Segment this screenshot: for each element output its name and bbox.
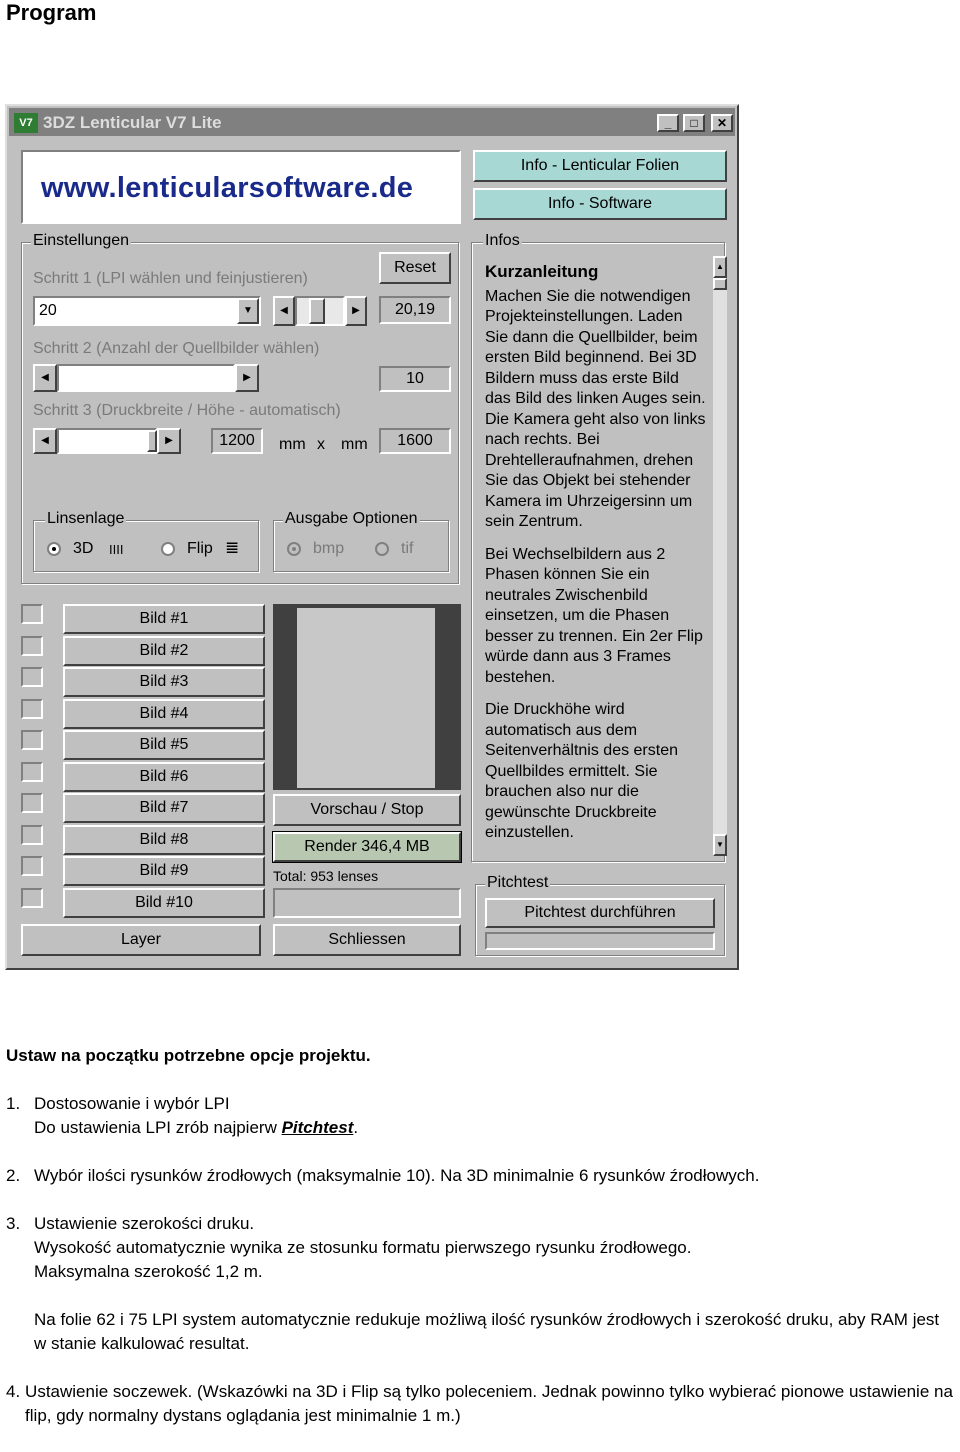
window-title: 3DZ Lenticular V7 Lite — [43, 113, 222, 132]
lens-legend: Linsenlage — [47, 510, 125, 527]
lpi-slider-thumb[interactable] — [309, 298, 325, 324]
item1-line2 — [34, 1116, 358, 1140]
output-tif-label[interactable]: tif — [401, 540, 414, 557]
bild-3-checkbox[interactable] — [21, 667, 43, 687]
pitchtest-progress-bar — [485, 932, 715, 950]
bild-3-button[interactable]: Bild #3 — [63, 667, 265, 697]
info-paragraph-1: Machen Sie die notwendigen Projekteinstellungen. Laden Sie dann die Quellbilder, beim ersten Bild beginnend. Bei 3D Bildern muss das erste Bild das Bild des linken Auges sein. Die Kamera geht also von links nach rechts. Bei Drehtelleraufnahmen, drehen Sie das Objekt bei stehender Kamera im Uhrzeigersinn um sein Zentrum. — [485, 287, 706, 530]
instruction-item-3 — [6, 1212, 956, 1284]
horizontal-lines-icon: ≣ — [225, 538, 240, 557]
maximize-button[interactable]: □ — [683, 114, 705, 132]
bild-4-checkbox[interactable] — [21, 699, 43, 719]
instruction-item-1 — [6, 1092, 956, 1140]
bild-7-button[interactable]: Bild #7 — [63, 793, 265, 823]
lpi-value: 20,19 — [379, 296, 451, 324]
bild-9-button[interactable]: Bild #9 — [63, 856, 265, 886]
width-slider-thumb[interactable] — [147, 430, 157, 452]
source-count-value: 10 — [379, 366, 451, 392]
title-bar[interactable] — [9, 108, 735, 136]
instruction-item-2 — [6, 1164, 956, 1188]
instruction-item-4 — [6, 1380, 956, 1428]
bild-6-checkbox[interactable] — [21, 762, 43, 782]
item2-text: Wybór ilości rysunków źrodłowych (maksymalnie 10). Na 3D minimalnie 6 rysunków źrodłowych. — [34, 1166, 760, 1185]
lpi-slider-track[interactable] — [295, 296, 345, 326]
count-slider-track[interactable] — [57, 364, 235, 392]
item-number: 1. — [6, 1094, 21, 1113]
info-text — [485, 262, 709, 856]
banner[interactable] — [21, 150, 461, 224]
unit-mm-width: mm — [279, 436, 306, 453]
page-title: Program — [6, 0, 97, 25]
info-scrollbar[interactable] — [713, 256, 727, 856]
lens-flip-radio[interactable] — [161, 542, 175, 556]
lens-3d-label[interactable]: 3D — [73, 540, 94, 557]
lpi-slider-left-arrow[interactable]: ◀ — [273, 296, 295, 326]
pitchtest-legend: Pitchtest — [487, 874, 549, 891]
bild-5-checkbox[interactable] — [21, 730, 43, 750]
bild-5-button[interactable]: Bild #5 — [63, 730, 265, 760]
step2-label: Schritt 2 (Anzahl der Quellbilder wählen) — [33, 340, 320, 357]
bild-10-button[interactable]: Bild #10 — [63, 888, 265, 918]
settings-legend: Einstellungen — [33, 232, 130, 249]
output-bmp-label[interactable]: bmp — [313, 540, 345, 557]
item-number: 3. — [6, 1214, 21, 1233]
pitchtest-link[interactable]: Pitchtest — [281, 1118, 354, 1137]
width-value: 1200 — [211, 428, 263, 454]
lpi-select-value: 20 — [39, 302, 57, 319]
item1-line2-suffix: . — [353, 1118, 359, 1137]
item3-line1: Ustawienie szerokości druku. — [34, 1214, 255, 1233]
step1-label: Schritt 1 (LPI wählen und feinjustieren) — [33, 270, 308, 287]
preview-stop-button[interactable]: Vorschau / Stop — [273, 794, 461, 826]
lpi-select[interactable] — [33, 296, 261, 326]
minimize-button[interactable]: _ — [657, 114, 679, 132]
preview-image — [297, 608, 435, 788]
bild-6-button[interactable]: Bild #6 — [63, 762, 265, 792]
info-lenticular-button[interactable]: Info - Lenticular Folien — [473, 150, 727, 182]
item3-line3: Maksymalna szerokość 1,2 m. — [34, 1262, 263, 1281]
width-slider-track[interactable] — [57, 428, 157, 454]
height-value: 1600 — [379, 428, 451, 454]
lpi-slider-right-arrow[interactable]: ▶ — [345, 296, 367, 326]
count-slider-left-arrow[interactable]: ◀ — [33, 364, 57, 392]
output-tif-radio[interactable] — [375, 542, 389, 556]
reset-button[interactable]: Reset — [379, 252, 451, 284]
item3-line2: Wysokość automatycznie wynika ze stosunku formatu pierwszego rysunku źrodłowego. — [34, 1238, 692, 1257]
count-slider-right-arrow[interactable]: ▶ — [235, 364, 259, 392]
bild-2-button[interactable]: Bild #2 — [63, 636, 265, 666]
info-paragraph-3: Die Druckhöhe wird automatisch aus dem Seitenverhältnis des ersten Quellbildes ermittelt. Sie brauchen also nur die gewünschte Druckbreite einzustellen. — [485, 701, 678, 841]
item1-line1: Dostosowanie i wybór LPI — [34, 1094, 230, 1113]
infos-legend: Infos — [485, 232, 520, 249]
item1-line2-prefix: Do ustawienia LPI zrób najpierw — [34, 1118, 282, 1137]
lens-flip-label[interactable]: Flip — [187, 540, 213, 557]
info-software-button[interactable]: Info - Software — [473, 188, 727, 220]
chevron-down-icon[interactable]: ▼ — [237, 298, 259, 324]
instructions — [6, 1044, 956, 1452]
render-progress-bar — [273, 888, 461, 918]
note-text: Na folie 62 i 75 LPI system automatycznie redukuje możliwą ilość rysunków źrodłowych i szerokość druku, aby RAM jest w stanie kalkulować resultat. — [34, 1310, 940, 1353]
app-icon: V7 — [14, 113, 38, 133]
bild-7-checkbox[interactable] — [21, 793, 43, 813]
close-button[interactable]: Schliessen — [273, 924, 461, 956]
item-number: 4. — [6, 1382, 21, 1401]
width-slider-left-arrow[interactable]: ◀ — [33, 428, 57, 454]
lens-3d-radio[interactable] — [47, 542, 61, 556]
close-window-button[interactable]: ✕ — [711, 114, 733, 132]
bild-9-checkbox[interactable] — [21, 856, 43, 876]
bild-1-button[interactable]: Bild #1 — [63, 604, 265, 634]
bild-10-checkbox[interactable] — [21, 888, 43, 908]
preview-pane — [273, 604, 461, 790]
unit-x: x — [317, 436, 325, 453]
bild-8-button[interactable]: Bild #8 — [63, 825, 265, 855]
banner-url: www.lenticularsoftware.de — [41, 172, 414, 204]
width-slider-right-arrow[interactable]: ▶ — [157, 428, 181, 454]
bild-8-checkbox[interactable] — [21, 825, 43, 845]
step3-label: Schritt 3 (Druckbreite / Höhe - automatisch) — [33, 402, 341, 419]
scroll-down-icon[interactable]: ▼ — [713, 834, 727, 856]
item4-text: Ustawienie soczewek. (Wskazówki na 3D i Flip są tylko poleceniem. Jednak powinno tylko wybierać pionowe ustawienie na flip, gdy normalny dystans oglądania jest minimalnie 1 m.) — [25, 1382, 953, 1425]
item-number: 2. — [6, 1166, 21, 1185]
info-paragraph-2: Bei Wechselbildern aus 2 Phasen können Sie ein neutrales Zwischenbild einsetzen, um die Phasen besser zu trennen. Ein 2er Flip würde dann aus 3 Frames bestehen. — [485, 545, 703, 686]
scroll-up-icon[interactable]: ▲ — [713, 256, 727, 278]
pitchtest-button[interactable]: Pitchtest durchführen — [485, 898, 715, 928]
info-heading: Kurzanleitung — [485, 262, 599, 281]
scroll-thumb[interactable] — [713, 278, 727, 290]
bild-1-checkbox[interactable] — [21, 604, 43, 624]
vertical-lines-icon: IIII — [109, 542, 124, 557]
total-lenses-label: Total: 953 lenses — [273, 868, 379, 884]
output-legend: Ausgabe Optionen — [285, 510, 418, 527]
bild-2-checkbox[interactable] — [21, 636, 43, 656]
render-button[interactable]: Render 346,4 MB — [273, 832, 461, 862]
app-window — [5, 104, 739, 970]
bild-4-button[interactable]: Bild #4 — [63, 699, 265, 729]
output-bmp-radio[interactable] — [287, 542, 301, 556]
unit-mm-height: mm — [341, 436, 368, 453]
layer-button[interactable]: Layer — [21, 924, 261, 956]
intro-text: Ustaw na początku potrzebne opcje projektu. — [6, 1046, 371, 1065]
